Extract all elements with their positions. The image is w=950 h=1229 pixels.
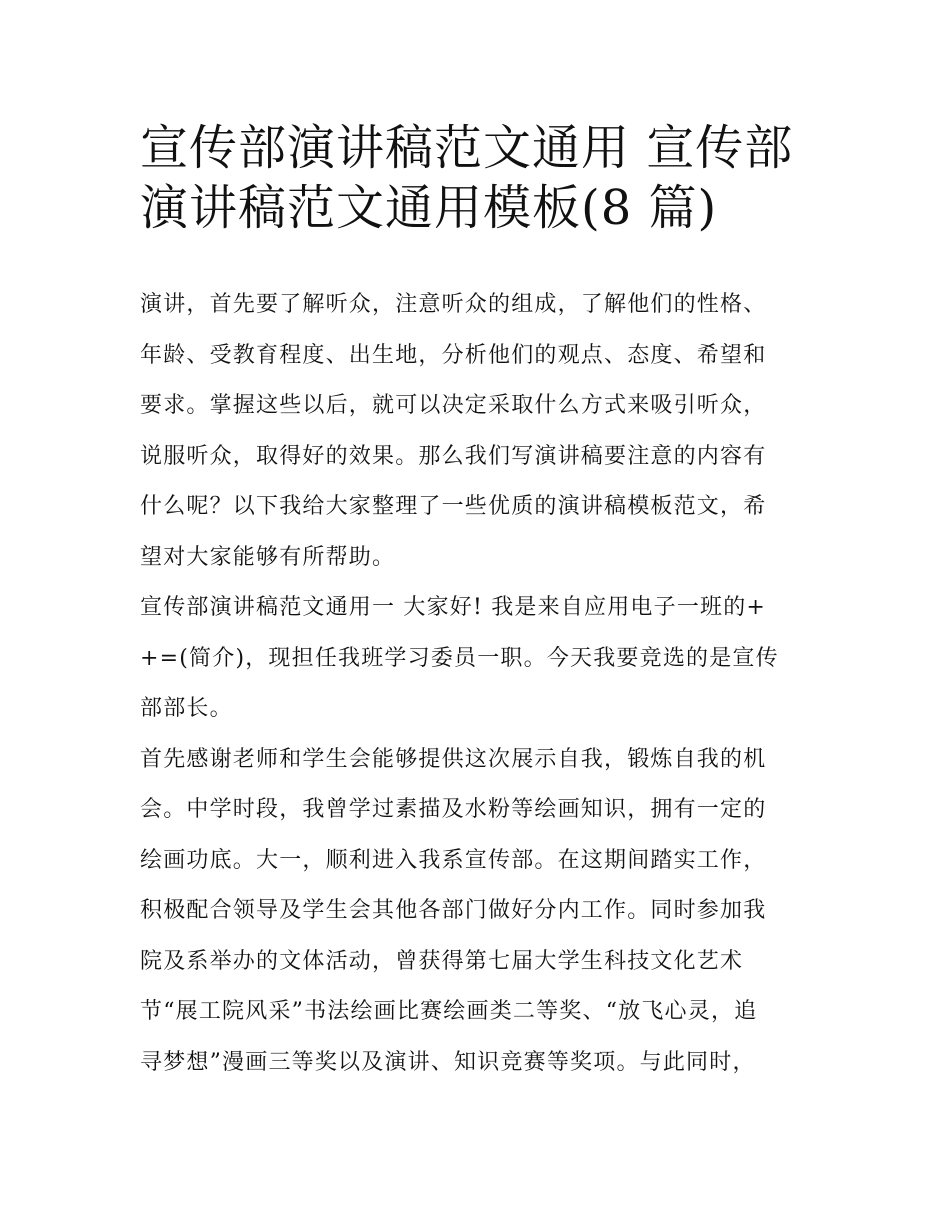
- text-line: 首先感谢老师和学生会能够提供这次展示自我，锻炼自我的机: [140, 746, 767, 772]
- text-line: 要求。掌握这些以后，就可以决定采取什么方式来吸引听众，: [140, 393, 767, 418]
- document-title: [140, 118, 820, 238]
- text-line: 演讲，首先要了解听众，注意听众的组成，了解他们的性格、: [140, 292, 767, 317]
- text-line: 说服听众，取得好的效果。那么我们写演讲稿要注意的内容有: [140, 443, 767, 469]
- text-line: 部部长。: [140, 696, 233, 721]
- paragraph-speech-one-opening: [140, 583, 830, 735]
- text-line: 院及系举办的文体活动，曾获得第七届大学生科技文化艺术: [140, 948, 744, 974]
- text-line: 节“展工院风采”书法绘画比赛绘画类二等奖、“放飞心灵，追: [140, 999, 758, 1024]
- paragraph-intro: [140, 280, 830, 583]
- document-body: [140, 280, 830, 1088]
- text-line: 宣传部演讲稿范文通用一 大家好! 我是来自应用电子一班的+: [140, 595, 767, 620]
- text-line: 绘画功底。大一，顺利进入我系宣传部。在这期间踏实工作，: [140, 847, 767, 873]
- title-line: 宣传部演讲稿范文通用 宣传部: [140, 120, 794, 176]
- text-line: 会。中学时段，我曾学过素描及水粉等绘画知识，拥有一定的: [140, 797, 767, 822]
- title-line: 演讲稿范文通用模板(8 篇): [140, 180, 718, 236]
- text-line: 寻梦想”漫画三等奖以及演讲、知识竞赛等奖项。与此同时，: [140, 1049, 756, 1075]
- text-line: 什么呢？以下我给大家整理了一些优质的演讲稿模板范文，希: [140, 494, 767, 519]
- text-line: 望对大家能够有所帮助。: [140, 544, 396, 570]
- text-line: 积极配合领导及学生会其他各部门做好分内工作。同时参加我: [140, 898, 767, 923]
- paragraph-speech-one-body: [140, 735, 830, 1089]
- text-line: 年龄、受教育程度、出生地，分析他们的观点、态度、希望和: [140, 342, 767, 368]
- text-line: +=(简介)，现担任我班学习委员一职。今天我要竞选的是宣传: [140, 645, 779, 671]
